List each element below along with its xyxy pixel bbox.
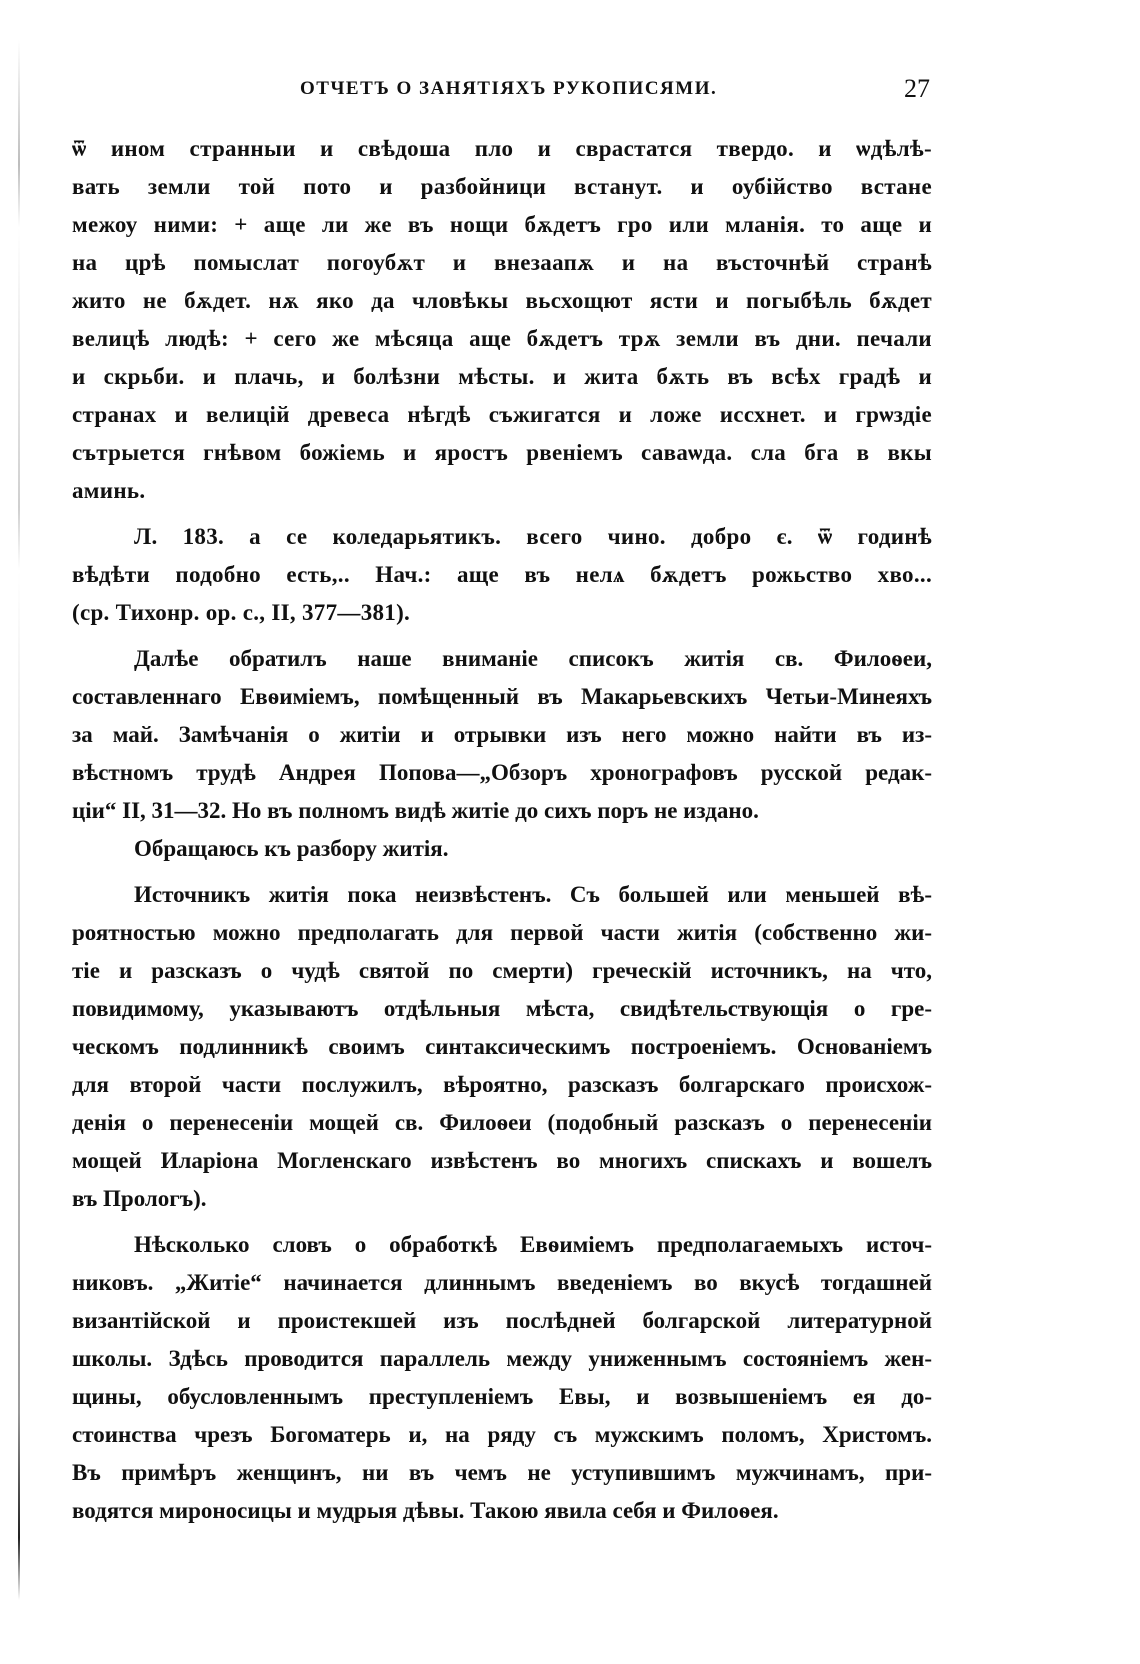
text-line: Л. 183. а се коледарьятикъ. всего чино. добро є. ѿ годинѣ [134, 524, 932, 549]
text-line: составленнаго Евѳиміемъ, помѣщенный въ Макарьевскихъ Четьи-Минеяхъ [72, 684, 932, 709]
paragraph-l183 [72, 518, 932, 632]
page-number: 27 [904, 74, 930, 103]
text-line: и скрьби. и плачь, и болѣзни мѣсты. и жита бѫть въ всѣх градѣ и [72, 364, 932, 389]
text-line: Источникъ житія пока неизвѣстенъ. Съ большей или меньшей вѣ- [134, 882, 932, 907]
text-line: за май. Замѣчанія о житіи и отрывки изъ него можно найти въ из- [72, 722, 932, 747]
paragraph-obrabotka [72, 1226, 932, 1530]
text-line: водятся мироносицы и мудрыя дѣвы. Такою явила себя и Филоѳея. [72, 1498, 779, 1523]
text-line: ѿ ином странныи и свѣдоша пло и сврастатся твердо. и ѡдѣлѣ- [72, 136, 932, 161]
text-line: стоинства чрезъ Богоматерь и, на ряду съ мужскимъ поломъ, Христомъ. [72, 1422, 932, 1447]
running-title: ОТЧЕТЪ О ЗАНЯТІЯХЪ РУКОПИСЯМИ. [300, 78, 718, 99]
text-line: въ Прологъ). [72, 1186, 207, 1211]
text-line: аминь. [72, 478, 146, 503]
text-line: денія о перенесеніи мощей св. Филоѳеи (подобный разсказъ о перенесеніи [72, 1110, 932, 1135]
slavonic-quotation [72, 130, 932, 510]
text-line: ціи“ II, 31—32. Но въ полномъ видѣ житіе до сихъ поръ не издано. [72, 798, 759, 823]
text-line: на црѣ помыслат погоубѫт и внезаапѫ и на въсточнѣй странѣ [72, 250, 932, 275]
paragraph-filofeya-list [72, 640, 932, 830]
text-line: ческомъ подлинникѣ своимъ синтаксическимъ построеніемъ. Основаніемъ [72, 1034, 932, 1059]
text-line: Обращаюсь къ разбору житія. [134, 836, 449, 861]
text-line: Въ примѣръ женщинъ, ни въ чемъ не уступившимъ мужчинамъ, при- [72, 1460, 932, 1485]
text-line: Далѣе обратилъ наше вниманіе списокъ житія св. Филоѳеи, [134, 646, 932, 671]
text-line: роятностью можно предполагать для первой части житія (собственно жи- [72, 920, 932, 945]
text-line: (ср. Тихонр. ор. с., II, 377—381). [72, 600, 411, 625]
text-line: вать земли той пото и разбойници встанут. и оубійство встане [72, 174, 932, 199]
text-line: тіе и разсказъ о чудѣ святой по смерти) греческій источникъ, на что, [72, 958, 932, 983]
text-line: сътрыется гнѣвом божіемь и яростъ рвеніемъ саваѡда. сла бга в вкы [72, 440, 932, 465]
text-line: щины, обусловленнымъ преступленіемъ Евы, и возвышеніемъ ея до- [72, 1384, 932, 1409]
page-body [72, 130, 932, 1530]
paragraph-istochnik [72, 876, 932, 1218]
text-line: для второй части послужилъ, вѣроятно, разсказъ болгарскаго происхож- [72, 1072, 932, 1097]
text-line: жито не бѫдет. нѫ яко да чловѣкы вьсхощют ясти и погыбѣль бѫдет [72, 288, 932, 313]
text-line: вѣстномъ трудѣ Андрея Попова—„Обзоръ хронографовъ русской редак- [72, 760, 932, 785]
scan-edge-line [18, 40, 20, 1600]
paragraph-razbor [72, 830, 932, 868]
text-line: межоу ними: + аще ли же въ нощи бѫдетъ гро или мланія. то аще и [72, 212, 932, 237]
page-header [300, 74, 930, 106]
text-line: мощей Иларіона Могленскаго извѣстенъ во многихъ спискахъ и вошелъ [72, 1148, 932, 1173]
text-line: повидимому, указываютъ отдѣльныя мѣста, свидѣтельствующія о гре- [72, 996, 932, 1021]
text-line: школы. Здѣсь проводится параллель между униженнымъ состояніемъ жен- [72, 1346, 932, 1371]
text-line: византійской и проистекшей изъ послѣдней болгарской литературной [72, 1308, 932, 1333]
text-line: Нѣсколько словъ о обработкѣ Евѳиміемъ предполагаемыхъ источ- [134, 1232, 932, 1257]
text-line: странах и велицій древеса нѣгдѣ съжигатся и ложе иссхнет. и грѡздіе [72, 402, 932, 427]
text-line: никовъ. „Житіе“ начинается длиннымъ введеніемъ во вкусѣ тогдашней [72, 1270, 932, 1295]
text-line: велицѣ людѣ: + сего же мѣсяца аще бѫдетъ трѫ земли въ дни. печали [72, 326, 932, 351]
text-line: вѣдѣти подобно есть,.. Нач.: аще въ нелѧ бѫдетъ рожьство хво... [72, 562, 932, 587]
